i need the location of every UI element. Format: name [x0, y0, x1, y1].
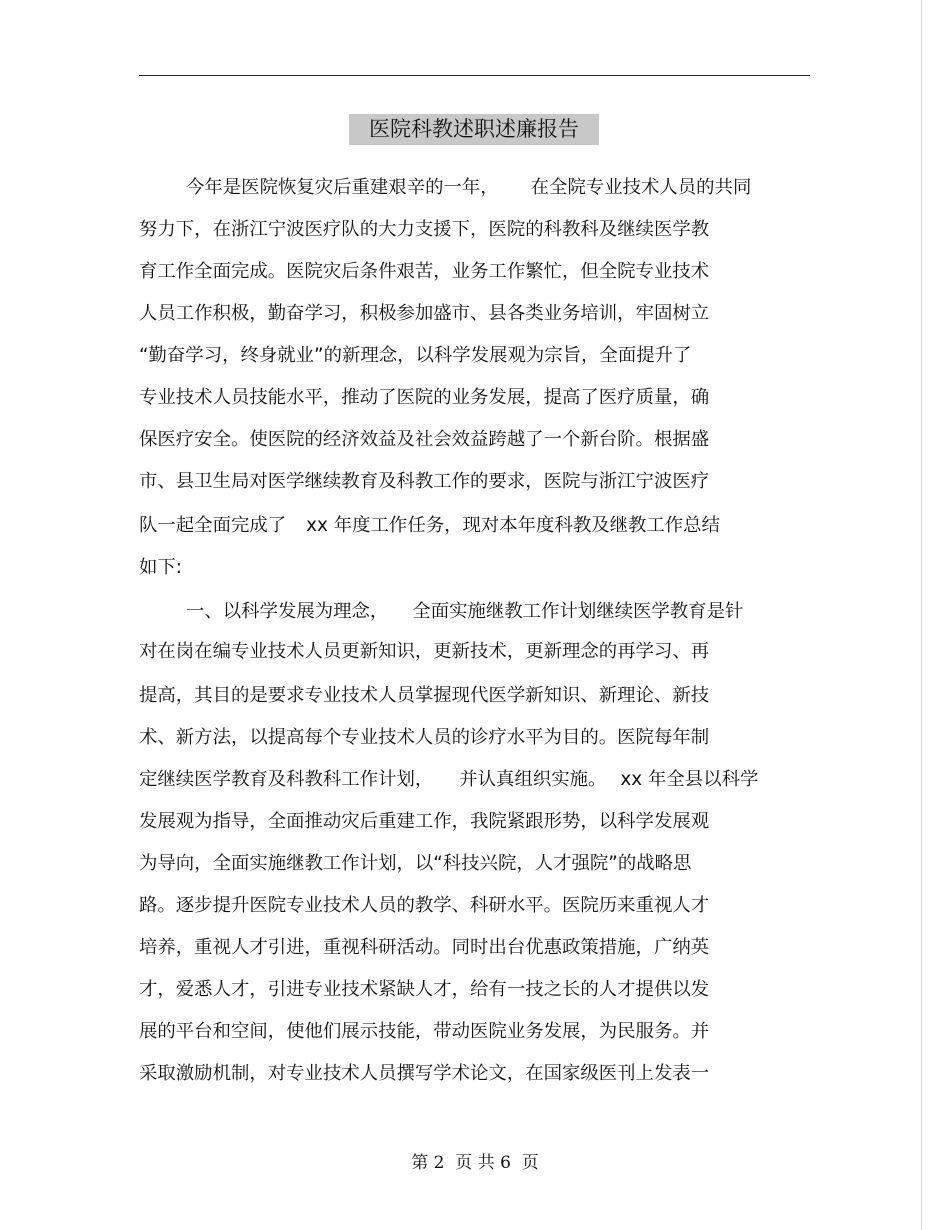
text-segment: xx 年全县以科学: [620, 769, 759, 790]
text-segment: 并认真组织实施。: [459, 769, 607, 790]
text-segment: 全面实施继教工作计划继续医学教育是针: [412, 601, 744, 622]
text-line: [139, 386, 709, 410]
text-segment: 采取激励机制，对专业技术人员撰写学术论文，在国家级医刊上发表一: [139, 1063, 710, 1084]
text-segment: 一、以科学发展为理念，: [186, 601, 389, 622]
text-segment: “勤奋学习，终身就业”的新理念，以科学发展观为宗旨，全面提升了: [139, 345, 692, 366]
text-line: [139, 852, 691, 876]
text-segment: 育工作全面完成。医院灾后条件艰苦，业务工作繁忙，但全院专业技术: [139, 261, 710, 282]
text-segment: 努力下，在浙江宁波医疗队的大力支援下，医院的科教科及继续医学教: [139, 219, 710, 240]
text-line: [186, 176, 751, 200]
text-segment: 队一起全面完成了: [139, 515, 287, 536]
text-line: [139, 514, 720, 538]
text-line: [139, 428, 709, 452]
text-line: [139, 470, 709, 494]
text-line: [139, 218, 709, 242]
text-segment: 对在岗在编专业技术人员更新知识，更新技术，更新理念的再学习、再: [139, 641, 710, 662]
header-rule: [139, 75, 810, 76]
text-segment: xx 年度工作任务，现对本年度科教及继教工作总结: [306, 515, 720, 536]
text-line: [139, 302, 709, 326]
text-line: [139, 726, 709, 750]
text-line: [139, 768, 758, 792]
text-segment: 如下:: [139, 557, 182, 578]
text-segment: 定继续医学教育及科教科工作计划，: [139, 769, 434, 790]
text-segment: 为导向，全面实施继教工作计划，以“科技兴院，人才强院”的战略思: [139, 853, 692, 874]
text-segment: 培养，重视人才引进，重视科研活动。同时出台优惠政策措施，广纳英: [139, 937, 710, 958]
text-segment: 才，爱悉人才，引进专业技术紧缺人才，给有一技之长的人才提供以发: [139, 979, 710, 1000]
text-segment: 术、新方法，以提高每个专业技术人员的诊疗水平为目的。医院每年制: [139, 727, 710, 748]
text-segment: 专业技术人员技能水平，推动了医院的业务发展，提高了医疗质量，确: [139, 387, 710, 408]
text-segment: 市、县卫生局对医学继续教育及科教工作的要求，医院与浙江宁波医疗: [139, 471, 710, 492]
text-segment: 人员工作积极，勤奋学习，积极参加盛市、县各类业务培训，牢固树立: [139, 303, 710, 324]
text-line: [139, 556, 182, 580]
text-segment: 发展观为指导，全面推动灾后重建工作，我院紧跟形势，以科学发展观: [139, 811, 710, 832]
text-line: [139, 978, 709, 1002]
text-segment: 提高，其目的是要求专业技术人员掌握现代医学新知识、新理论、新技: [139, 685, 710, 706]
text-segment: 今年是医院恢复灾后重建艰辛的一年，: [186, 177, 499, 198]
text-segment: 展的平台和空间，使他们展示技能，带动医院业务发展，为民服务。并: [139, 1021, 710, 1042]
text-line: [139, 894, 709, 918]
text-segment: 保医疗安全。使医院的经济效益及社会效益跨越了一个新台阶。根据盛: [139, 429, 710, 450]
text-line: [139, 640, 709, 664]
text-line: [139, 1062, 709, 1086]
text-line: [139, 810, 709, 834]
text-segment: 路。逐步提升医院专业技术人员的教学、科研水平。医院历来重视人才: [139, 895, 710, 916]
page-number: 第 2 页 共 6 页: [411, 1153, 539, 1173]
text-line: [186, 600, 743, 624]
text-line: [139, 936, 709, 960]
document-title: 医院科教述职述廉报告: [349, 114, 599, 145]
text-line: [139, 344, 691, 368]
text-line: [139, 1020, 709, 1044]
text-line: [139, 260, 709, 284]
page-edge-divider: [921, 0, 922, 1230]
text-line: [139, 684, 709, 708]
text-segment: 在全院专业技术人员的共同: [530, 177, 752, 198]
